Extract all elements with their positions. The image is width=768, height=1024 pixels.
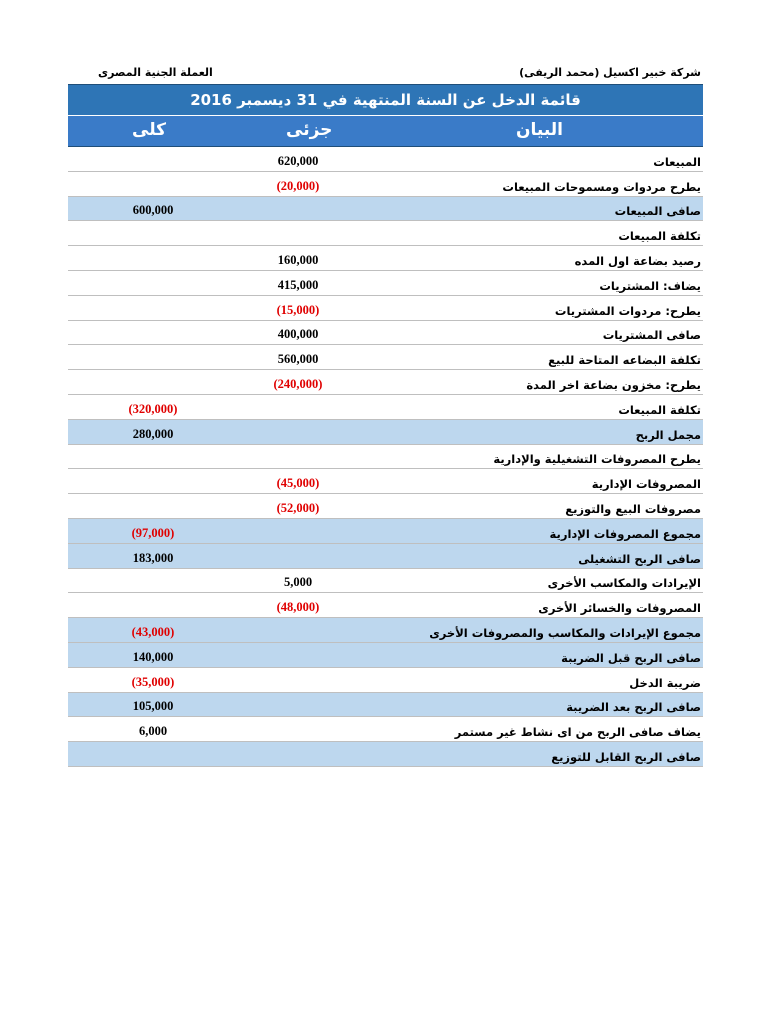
row-description: الإيرادات والمكاسب الأخرى — [547, 576, 701, 591]
table-row[interactable] — [68, 742, 703, 767]
table-row[interactable] — [68, 271, 703, 296]
income-statement-sheet — [68, 62, 703, 767]
currency-label: العملة الجنية المصرى — [98, 66, 213, 79]
row-description: المصروفات الإدارية — [591, 477, 701, 492]
row-total-value: 140,000 — [132, 649, 174, 664]
row-partial-value: 5,000 — [283, 575, 313, 590]
table-row[interactable] — [68, 172, 703, 197]
table-row[interactable] — [68, 593, 703, 618]
table-row[interactable] — [68, 519, 703, 544]
table-row[interactable] — [68, 221, 703, 246]
row-total-value: (35,000) — [131, 674, 175, 689]
table-row[interactable] — [68, 569, 703, 594]
row-total-value: (43,000) — [131, 624, 175, 639]
row-partial-value: 415,000 — [277, 277, 319, 292]
table-row[interactable] — [68, 445, 703, 470]
table-row[interactable] — [68, 693, 703, 718]
table-row[interactable] — [68, 296, 703, 321]
row-description: تكلفة البضاعه المتاحة للبيع — [548, 353, 701, 368]
column-header-description: البيان — [516, 120, 563, 140]
row-description: صافى المشتريات — [602, 328, 701, 343]
row-partial-value: (15,000) — [276, 302, 320, 317]
row-description: صافى الربح التشغيلى — [578, 551, 701, 566]
row-total-value: 280,000 — [132, 426, 174, 441]
table-row[interactable] — [68, 544, 703, 569]
row-description: صافى الربح قبل الضريبة — [561, 650, 701, 665]
row-description: مصروفات البيع والتوزيع — [565, 501, 701, 516]
row-description: يطرح مردوات ومسموحات المبيعات — [502, 179, 701, 194]
row-description: ضريبة الدخل — [629, 675, 701, 690]
table-row[interactable] — [68, 147, 703, 172]
row-partial-value: 620,000 — [277, 153, 319, 168]
row-partial-value: (45,000) — [276, 476, 320, 491]
top-line — [68, 62, 703, 84]
row-total-value: 6,000 — [138, 724, 168, 739]
table-row[interactable] — [68, 420, 703, 445]
company-name: شركة خبير اكسيل (محمد الريفى) — [519, 66, 701, 79]
row-partial-value: (240,000) — [273, 376, 323, 391]
row-partial-value: 560,000 — [277, 352, 319, 367]
table-row[interactable] — [68, 469, 703, 494]
row-partial-value: (52,000) — [276, 500, 320, 515]
row-description: صافى الربح بعد الضريبة — [566, 700, 701, 715]
row-description: تكلفة المبيعات — [618, 402, 701, 417]
row-description: رصيد بضاعة اول المده — [574, 253, 701, 268]
table-row[interactable] — [68, 395, 703, 420]
table-row[interactable] — [68, 345, 703, 370]
column-header-row — [68, 115, 703, 147]
row-total-value: (320,000) — [128, 401, 178, 416]
table-row[interactable] — [68, 668, 703, 693]
table-row[interactable] — [68, 246, 703, 271]
row-partial-value: 160,000 — [277, 252, 319, 267]
row-description: يطرح المصروفات التشغيلية والإدارية — [493, 452, 701, 467]
row-description: مجموع المصروفات الإدارية — [549, 526, 701, 541]
row-total-value: 600,000 — [132, 203, 174, 218]
statement-rows — [68, 147, 703, 767]
row-description: تكلفة المبيعات — [618, 229, 701, 244]
row-description: يضاف: المشتريات — [599, 278, 701, 293]
table-row[interactable] — [68, 643, 703, 668]
table-row[interactable] — [68, 618, 703, 643]
table-row[interactable] — [68, 370, 703, 395]
row-description: مجموع الإيرادات والمكاسب والمصروفات الأخرى — [429, 625, 701, 640]
statement-title: قائمة الدخل عن السنة المنتهية في 31 ديسمبر 2016 — [68, 84, 703, 115]
row-description: يطرح: مخزون بضاعة اخر المدة — [526, 377, 701, 392]
row-description: المبيعات — [653, 154, 701, 169]
row-partial-value: 400,000 — [277, 327, 319, 342]
row-partial-value: (20,000) — [276, 178, 320, 193]
table-row[interactable] — [68, 321, 703, 346]
row-description: يطرح: مردوات المشتريات — [554, 303, 701, 318]
row-total-value: 105,000 — [132, 699, 174, 714]
row-description: صافى الربح القابل للتوزيع — [551, 749, 701, 764]
table-row[interactable] — [68, 494, 703, 519]
row-partial-value: (48,000) — [276, 600, 320, 615]
table-row[interactable] — [68, 717, 703, 742]
row-total-value: (97,000) — [131, 525, 175, 540]
row-description: مجمل الربح — [635, 427, 701, 442]
row-description: يضاف صافى الربح من اى نشاط غير مستمر — [454, 725, 701, 740]
column-header-partial: جزئى — [286, 120, 333, 140]
row-description: المصروفات والخسائر الأخرى — [538, 601, 701, 616]
row-description: صافى المبيعات — [614, 204, 701, 219]
row-total-value: 183,000 — [132, 550, 174, 565]
column-header-total: كلى — [132, 120, 167, 140]
table-row[interactable] — [68, 197, 703, 222]
